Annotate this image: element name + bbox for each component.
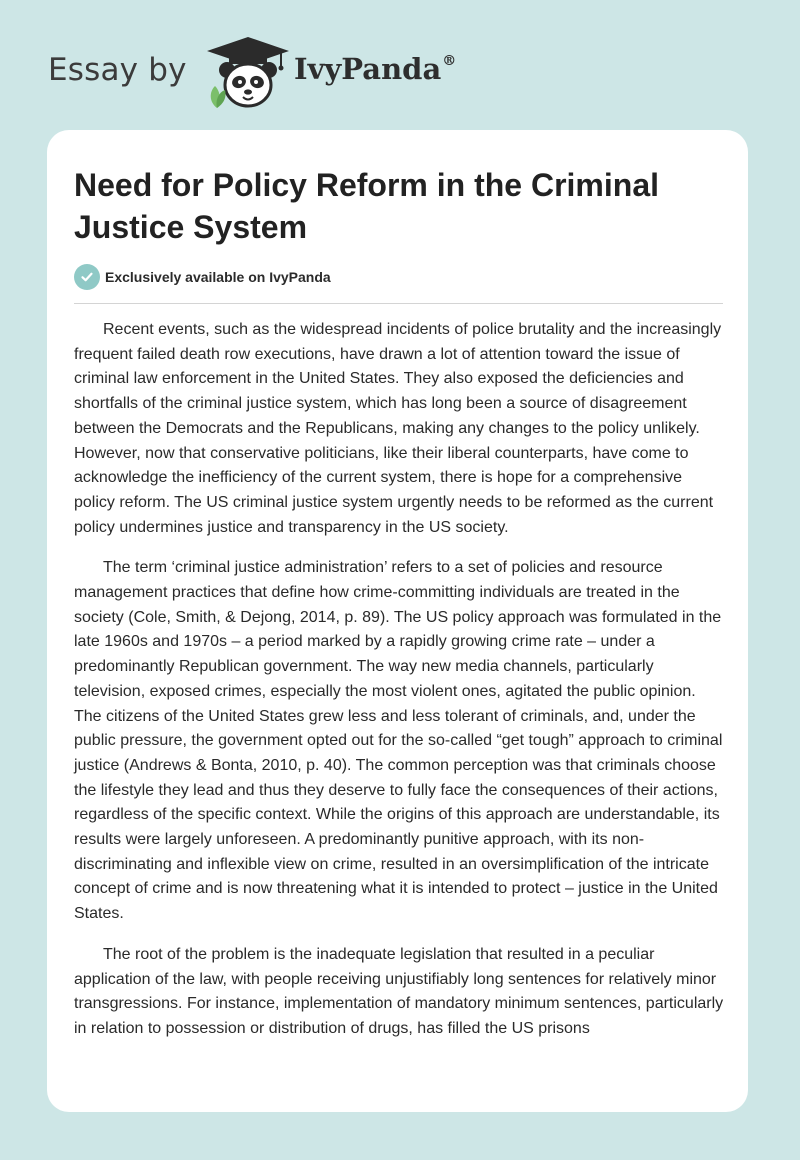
site-header xyxy=(48,34,508,114)
essay-body xyxy=(74,318,726,1058)
ivypanda-logo[interactable] xyxy=(203,34,293,110)
brand-name xyxy=(294,52,456,86)
paragraph: Recent events, such as the widespread incidents of police brutality and the increasingly frequent failed death row executions, have drawn a lot of attention toward the issue of criminal law enforcement in the United States. They also exposed the deficiencies and shortfalls of the criminal justice system, which has long been a source of disagreement between the Democrats and the Republicans, making any changes to the policy unlikely. However, now that conservative politicians, like their liberal counterparts, have come to acknowledge the inefficiency of the current system, there is hope for a comprehensive policy reform. The US criminal justice system urgently needs to be reformed as the current policy undermines justice and transparency in the US society. xyxy=(74,321,722,536)
registered-mark: ® xyxy=(442,53,457,69)
essay-title: Need for Policy Reform in the Criminal Justice System xyxy=(74,167,659,245)
panda-graduate-icon xyxy=(203,34,293,110)
brand-name-text: IvyPanda xyxy=(294,52,442,86)
essay-card xyxy=(47,130,748,1112)
check-circle-icon xyxy=(74,264,100,290)
paragraph: The term ‘criminal justice administration’ refers to a set of policies and resource management practices that define how crime-committing individuals are treated in the society (Cole, Smith, & Dejong, 2014, p. 89). The US policy approach was formulated in the late 1960s and 1970s – a period marked by a rapidly growing crime rate – under a predominantly Republican government. The way new media channels, particularly television, exposed crimes, especially the most violent ones, agitated the public opinion. The citizens of the United States grew less and less tolerant of criminals, and, under the public pressure, the government opted out for the so-called “get tough” approach to criminal justice (Andrews & Bonta, 2010, p. 40). The common perception was that criminals choose the lifestyle they lead and thus they deserve to fully face the consequences of their actions, regardless of the specific context. While the origins of this approach are understandable, its results were largely unforeseen. A predominantly punitive approach, with its non-discriminating and inflexible view on crime, resulted in an oversimplification of the intricate concept of crime and is now threatening what it is intended to protect – justice in the United States. xyxy=(74,559,723,923)
divider xyxy=(74,303,723,304)
essay-by-label: Essay by xyxy=(48,52,187,88)
paragraph: The root of the problem is the inadequate legislation that resulted in a peculiar application of the law, with people receiving unjustifiably long sentences for relatively minor transgressions. For instance, implementation of mandatory minimum sentences, particularly in relation to possession or distribution of drugs, has filled the US prisons xyxy=(74,945,724,1037)
exclusive-badge-text: Exclusively available on IvyPanda xyxy=(105,269,331,285)
exclusive-badge xyxy=(74,264,331,290)
